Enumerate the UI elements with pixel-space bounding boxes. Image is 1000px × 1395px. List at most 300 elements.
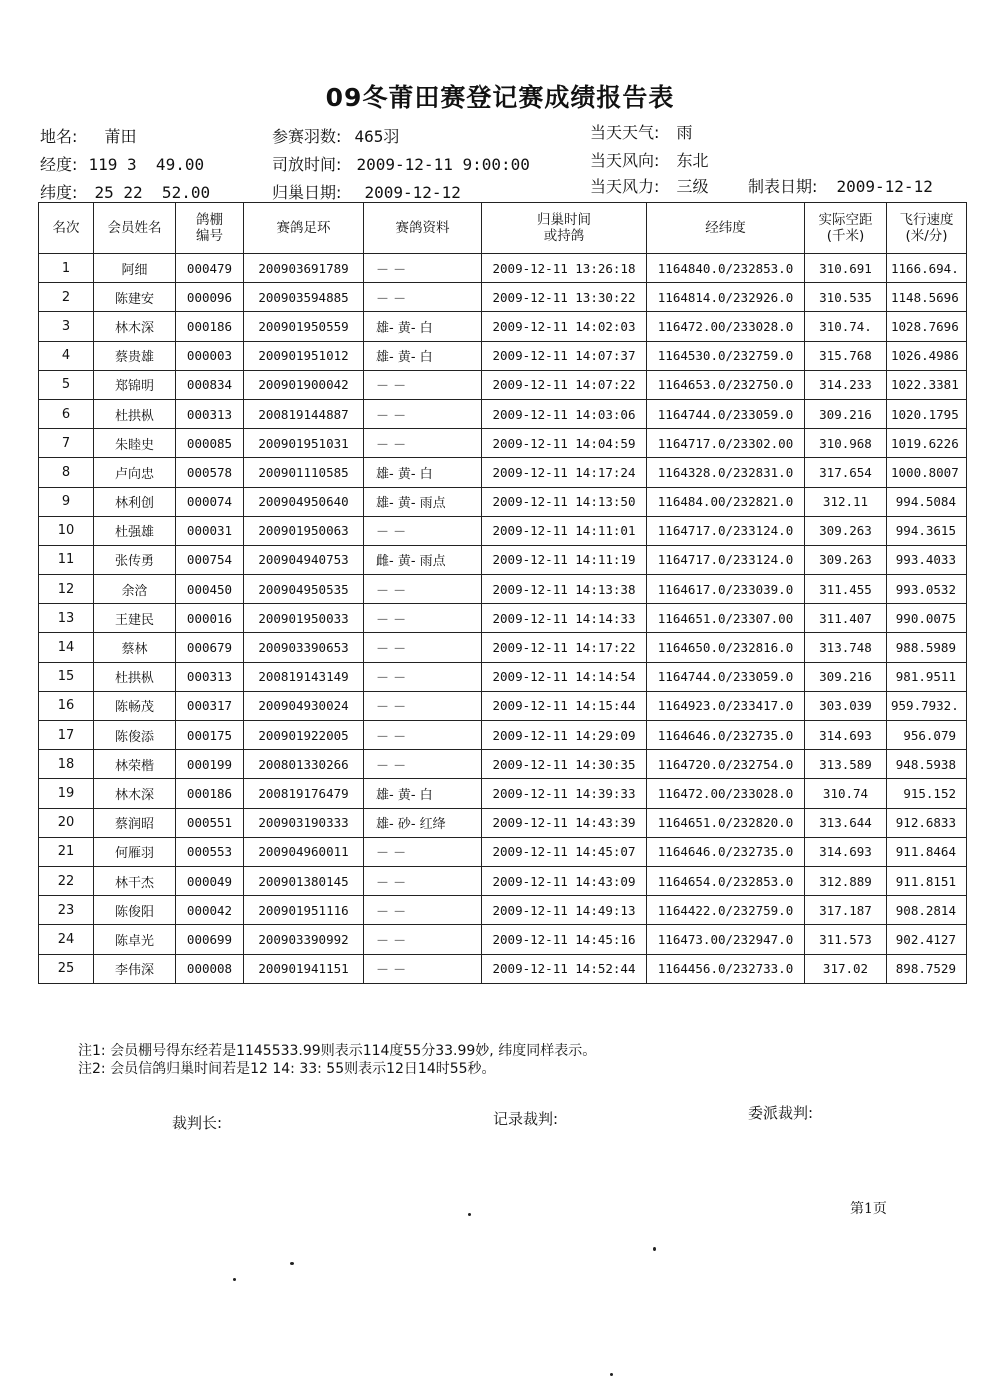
arrival-time-cell: 2009-12-11 13:30:22 — [482, 283, 647, 312]
pigeon-info-cell: － － — [364, 721, 482, 750]
loft-number-cell: 000313 — [176, 399, 244, 428]
lon-row — [40, 152, 204, 175]
distance-cell: 313.748 — [805, 633, 887, 662]
col-arrival: 归巢时间 或持鸽 — [482, 203, 647, 254]
col-speed: 飞行速度 (米/分) — [887, 203, 967, 254]
ring-number-cell: 200903390653 — [244, 633, 364, 662]
table-row — [39, 866, 967, 895]
weather-label: 当天天气: — [590, 123, 660, 142]
speed-cell: 948.5938 — [887, 750, 967, 779]
scan-speck — [610, 1373, 613, 1376]
col-info: 赛鸽资料 — [364, 203, 482, 254]
ring-number-cell: 200903691789 — [244, 254, 364, 283]
return-value: 2009-12-12 — [364, 183, 461, 202]
coordinates-cell: 1164650.0/232816.0 — [647, 633, 805, 662]
table-body — [39, 254, 967, 984]
count-value: 465羽 — [354, 127, 400, 146]
speed-cell: 959.7932. — [887, 691, 967, 720]
arrival-time-cell: 2009-12-11 14:13:50 — [482, 487, 647, 516]
member-name-cell: 陈建安 — [94, 283, 176, 312]
arrival-time-cell: 2009-12-11 14:15:44 — [482, 691, 647, 720]
table-row — [39, 925, 967, 954]
arrival-time-cell: 2009-12-11 14:07:22 — [482, 370, 647, 399]
member-name-cell: 陈俊添 — [94, 721, 176, 750]
speed-cell: 1000.8007 — [887, 458, 967, 487]
table-row — [39, 779, 967, 808]
rank-cell: 15 — [39, 662, 94, 691]
coordinates-cell: 1164923.0/233417.0 — [647, 691, 805, 720]
coordinates-cell: 1164646.0/232735.0 — [647, 837, 805, 866]
rank-cell: 6 — [39, 399, 94, 428]
speed-cell: 990.0075 — [887, 604, 967, 633]
arrival-time-cell: 2009-12-11 14:11:19 — [482, 545, 647, 574]
col-coords: 经纬度 — [647, 203, 805, 254]
rank-cell: 9 — [39, 487, 94, 516]
ring-number-cell: 200901922005 — [244, 721, 364, 750]
table-row — [39, 429, 967, 458]
table-row — [39, 458, 967, 487]
pigeon-info-cell: － － — [364, 750, 482, 779]
member-name-cell: 卢向忠 — [94, 458, 176, 487]
arrival-time-cell: 2009-12-11 14:17:24 — [482, 458, 647, 487]
distance-cell: 317.02 — [805, 954, 887, 983]
coordinates-cell: 1164530.0/232759.0 — [647, 341, 805, 370]
pigeon-info-cell: － － — [364, 866, 482, 895]
scan-speck — [653, 1247, 656, 1251]
recorder-judge-label: 记录裁判: — [493, 1110, 559, 1128]
distance-cell: 310.968 — [805, 429, 887, 458]
ring-number-cell: 200904950535 — [244, 575, 364, 604]
assigned-judge-label: 委派裁判: — [748, 1104, 814, 1122]
arrival-time-cell: 2009-12-11 14:52:44 — [482, 954, 647, 983]
weather-value: 雨 — [676, 123, 693, 142]
loft-number-cell: 000016 — [176, 604, 244, 633]
loft-number-cell: 000313 — [176, 662, 244, 691]
speed-cell: 1026.4986 — [887, 341, 967, 370]
arrival-time-cell: 2009-12-11 14:45:07 — [482, 837, 647, 866]
return-label: 归巢日期: — [272, 183, 342, 202]
rank-cell: 7 — [39, 429, 94, 458]
member-name-cell: 林木深 — [94, 779, 176, 808]
rank-cell: 23 — [39, 896, 94, 925]
table-row — [39, 721, 967, 750]
ring-number-cell: 200904960011 — [244, 837, 364, 866]
arrival-time-cell: 2009-12-11 14:07:37 — [482, 341, 647, 370]
ring-number-cell: 200903390992 — [244, 925, 364, 954]
coordinates-cell: 1164744.0/233059.0 — [647, 662, 805, 691]
pigeon-info-cell: － － — [364, 370, 482, 399]
distance-cell: 310.691 — [805, 254, 887, 283]
member-name-cell: 杜拱枞 — [94, 399, 176, 428]
member-name-cell: 蔡贵雄 — [94, 341, 176, 370]
coordinates-cell: 1164717.0/23302.00 — [647, 429, 805, 458]
table-row — [39, 808, 967, 837]
arrival-time-cell: 2009-12-11 14:11:01 — [482, 516, 647, 545]
pigeon-info-cell: － － — [364, 604, 482, 633]
pigeon-info-cell: － － — [364, 691, 482, 720]
wind-force-label: 当天风力: — [590, 177, 660, 196]
wind-force-value: 三级 — [676, 177, 709, 196]
coordinates-cell: 1164422.0/232759.0 — [647, 896, 805, 925]
loft-number-cell: 000186 — [176, 312, 244, 341]
loft-number-cell: 000074 — [176, 487, 244, 516]
distance-cell: 311.455 — [805, 575, 887, 604]
table-row — [39, 487, 967, 516]
lat-row — [40, 180, 210, 203]
speed-cell: 902.4127 — [887, 925, 967, 954]
loft-number-cell: 000578 — [176, 458, 244, 487]
coordinates-cell: 116484.00/232821.0 — [647, 487, 805, 516]
member-name-cell: 李伟深 — [94, 954, 176, 983]
coordinates-cell: 1164328.0/232831.0 — [647, 458, 805, 487]
pigeon-info-cell: － － — [364, 429, 482, 458]
coordinates-cell: 1164717.0/233124.0 — [647, 545, 805, 574]
lon-value: 119 3 49.00 — [88, 155, 205, 174]
rank-cell: 24 — [39, 925, 94, 954]
pigeon-info-cell: － － — [364, 954, 482, 983]
distance-cell: 310.535 — [805, 283, 887, 312]
ring-number-cell: 200819176479 — [244, 779, 364, 808]
ring-number-cell: 200901950033 — [244, 604, 364, 633]
loft-number-cell: 000450 — [176, 575, 244, 604]
coordinates-cell: 1164617.0/233039.0 — [647, 575, 805, 604]
loft-number-cell: 000551 — [176, 808, 244, 837]
member-name-cell: 张传勇 — [94, 545, 176, 574]
table-row — [39, 341, 967, 370]
rank-cell: 20 — [39, 808, 94, 837]
speed-cell: 1020.1795 — [887, 399, 967, 428]
pigeon-info-cell: － － — [364, 283, 482, 312]
loft-number-cell: 000754 — [176, 545, 244, 574]
loft-number-cell: 000479 — [176, 254, 244, 283]
loft-number-cell: 000085 — [176, 429, 244, 458]
distance-cell: 310.74. — [805, 312, 887, 341]
coordinates-cell: 1164720.0/232754.0 — [647, 750, 805, 779]
rank-cell: 16 — [39, 691, 94, 720]
distance-cell: 312.889 — [805, 866, 887, 895]
arrival-time-cell: 2009-12-11 14:43:09 — [482, 866, 647, 895]
wind-dir-row — [590, 148, 709, 171]
pigeon-info-cell: － － — [364, 516, 482, 545]
distance-cell: 317.187 — [805, 896, 887, 925]
table-row — [39, 750, 967, 779]
coordinates-cell: 1164717.0/233124.0 — [647, 516, 805, 545]
member-name-cell: 陈俊阳 — [94, 896, 176, 925]
rank-cell: 3 — [39, 312, 94, 341]
member-name-cell: 蔡润昭 — [94, 808, 176, 837]
coordinates-cell: 1164654.0/232853.0 — [647, 866, 805, 895]
chief-judge-label: 裁判长: — [172, 1114, 223, 1132]
ring-number-cell: 200901941151 — [244, 954, 364, 983]
loft-number-cell: 000042 — [176, 896, 244, 925]
rank-cell: 17 — [39, 721, 94, 750]
table-row — [39, 662, 967, 691]
speed-cell: 915.152 — [887, 779, 967, 808]
col-ring: 赛鸽足环 — [244, 203, 364, 254]
loft-number-cell: 000096 — [176, 283, 244, 312]
distance-cell: 314.233 — [805, 370, 887, 399]
ring-number-cell: 200901900042 — [244, 370, 364, 399]
made-date-value: 2009-12-12 — [836, 177, 933, 196]
wind-dir-label: 当天风向: — [590, 151, 660, 170]
report-title: 09冬莆田赛登记赛成绩报告表 — [325, 83, 675, 112]
speed-cell: 988.5989 — [887, 633, 967, 662]
scan-speck — [233, 1278, 236, 1281]
loft-number-cell: 000031 — [176, 516, 244, 545]
rank-cell: 14 — [39, 633, 94, 662]
speed-cell: 1028.7696 — [887, 312, 967, 341]
loft-number-cell: 000553 — [176, 837, 244, 866]
rank-cell: 10 — [39, 516, 94, 545]
rank-cell: 11 — [39, 545, 94, 574]
loft-number-cell: 000199 — [176, 750, 244, 779]
return-row — [272, 180, 461, 203]
arrival-time-cell: 2009-12-11 14:30:35 — [482, 750, 647, 779]
member-name-cell: 陈卓光 — [94, 925, 176, 954]
wind-force-row — [590, 174, 709, 197]
ring-number-cell: 200901951031 — [244, 429, 364, 458]
table-row — [39, 604, 967, 633]
speed-cell: 912.6833 — [887, 808, 967, 837]
coordinates-cell: 1164646.0/232735.0 — [647, 721, 805, 750]
arrival-time-cell: 2009-12-11 13:26:18 — [482, 254, 647, 283]
pigeon-info-cell: 雄- 黄- 白 — [364, 458, 482, 487]
table-row — [39, 254, 967, 283]
release-label: 司放时间: — [272, 155, 342, 174]
table-row — [39, 370, 967, 399]
note-1: 注1: 会员棚号得东经若是1145533.99则表示114度55分33.99妙, 纬度同样表示。 — [78, 1043, 597, 1059]
member-name-cell: 余浛 — [94, 575, 176, 604]
member-name-cell: 阿细 — [94, 254, 176, 283]
col-loft: 鸽棚 编号 — [176, 203, 244, 254]
coordinates-cell: 116472.00/233028.0 — [647, 779, 805, 808]
pigeon-info-cell: － － — [364, 399, 482, 428]
speed-cell: 981.9511 — [887, 662, 967, 691]
count-row — [272, 124, 399, 147]
distance-cell: 317.654 — [805, 458, 887, 487]
table-row — [39, 312, 967, 341]
loft-number-cell: 000008 — [176, 954, 244, 983]
distance-cell: 313.644 — [805, 808, 887, 837]
arrival-time-cell: 2009-12-11 14:49:13 — [482, 896, 647, 925]
place-label: 地名: — [40, 127, 78, 146]
coordinates-cell: 1164653.0/232750.0 — [647, 370, 805, 399]
table-row — [39, 545, 967, 574]
arrival-time-cell: 2009-12-11 14:39:33 — [482, 779, 647, 808]
pigeon-info-cell: 雄- 黄- 雨点 — [364, 487, 482, 516]
rank-cell: 22 — [39, 866, 94, 895]
distance-cell: 312.11 — [805, 487, 887, 516]
rank-cell: 21 — [39, 837, 94, 866]
arrival-time-cell: 2009-12-11 14:29:09 — [482, 721, 647, 750]
table-row — [39, 954, 967, 983]
distance-cell: 309.216 — [805, 399, 887, 428]
table-row — [39, 633, 967, 662]
ring-number-cell: 200819144887 — [244, 399, 364, 428]
release-value: 2009-12-11 9:00:00 — [356, 155, 530, 174]
arrival-time-cell: 2009-12-11 14:45:16 — [482, 925, 647, 954]
pigeon-info-cell: － － — [364, 837, 482, 866]
pigeon-info-cell: － － — [364, 896, 482, 925]
ring-number-cell: 200904930024 — [244, 691, 364, 720]
col-rank: 名次 — [39, 203, 94, 254]
pigeon-info-cell: 雄- 黄- 白 — [364, 312, 482, 341]
loft-number-cell: 000186 — [176, 779, 244, 808]
table-row — [39, 575, 967, 604]
table-row — [39, 399, 967, 428]
member-name-cell: 林利创 — [94, 487, 176, 516]
coordinates-cell: 116473.00/232947.0 — [647, 925, 805, 954]
arrival-time-cell: 2009-12-11 14:14:33 — [482, 604, 647, 633]
coordinates-cell: 1164744.0/233059.0 — [647, 399, 805, 428]
ring-number-cell: 200901950063 — [244, 516, 364, 545]
member-name-cell: 林荣楷 — [94, 750, 176, 779]
speed-cell: 908.2814 — [887, 896, 967, 925]
results-table — [38, 202, 967, 984]
member-name-cell: 何雁羽 — [94, 837, 176, 866]
note-2: 注2: 会员信鸽归巢时间若是12 14: 33: 55则表示12日14时55秒。 — [78, 1061, 496, 1077]
table-row — [39, 283, 967, 312]
distance-cell: 303.039 — [805, 691, 887, 720]
distance-cell: 310.74 — [805, 779, 887, 808]
page-number: 第1页 — [850, 1201, 887, 1217]
arrival-time-cell: 2009-12-11 14:17:22 — [482, 633, 647, 662]
table-row — [39, 896, 967, 925]
pigeon-info-cell: － － — [364, 925, 482, 954]
col-distance: 实际空距 (千米) — [805, 203, 887, 254]
member-name-cell: 林干杰 — [94, 866, 176, 895]
coordinates-cell: 1164840.0/232853.0 — [647, 254, 805, 283]
member-name-cell: 陈畅茂 — [94, 691, 176, 720]
table-row — [39, 691, 967, 720]
pigeon-info-cell: 雄- 黄- 白 — [364, 341, 482, 370]
speed-cell: 956.079 — [887, 721, 967, 750]
distance-cell: 313.589 — [805, 750, 887, 779]
distance-cell: 311.407 — [805, 604, 887, 633]
speed-cell: 993.4033 — [887, 545, 967, 574]
distance-cell: 315.768 — [805, 341, 887, 370]
loft-number-cell: 000317 — [176, 691, 244, 720]
speed-cell: 1166.694. — [887, 254, 967, 283]
table-row — [39, 516, 967, 545]
pigeon-info-cell: 雌- 黄- 雨点 — [364, 545, 482, 574]
speed-cell: 994.5084 — [887, 487, 967, 516]
pigeon-info-cell: － － — [364, 254, 482, 283]
lat-value: 25 22 52.00 — [94, 183, 211, 202]
wind-dir-value: 东北 — [676, 151, 709, 170]
speed-cell: 993.0532 — [887, 575, 967, 604]
loft-number-cell: 000175 — [176, 721, 244, 750]
rank-cell: 8 — [39, 458, 94, 487]
scan-speck — [290, 1262, 294, 1265]
arrival-time-cell: 2009-12-11 14:43:39 — [482, 808, 647, 837]
weather-row — [590, 120, 693, 143]
distance-cell: 309.216 — [805, 662, 887, 691]
coordinates-cell: 116472.00/233028.0 — [647, 312, 805, 341]
made-date-row — [748, 174, 933, 197]
member-name-cell: 王建民 — [94, 604, 176, 633]
ring-number-cell: 200901110585 — [244, 458, 364, 487]
rank-cell: 4 — [39, 341, 94, 370]
ring-number-cell: 200901950559 — [244, 312, 364, 341]
ring-number-cell: 200901380145 — [244, 866, 364, 895]
loft-number-cell: 000834 — [176, 370, 244, 399]
col-member: 会员姓名 — [94, 203, 176, 254]
coordinates-cell: 1164651.0/232820.0 — [647, 808, 805, 837]
pigeon-info-cell: 雄- 砂- 红绛 — [364, 808, 482, 837]
scan-speck — [468, 1213, 471, 1216]
pigeon-info-cell: － － — [364, 633, 482, 662]
rank-cell: 1 — [39, 254, 94, 283]
ring-number-cell: 200901951116 — [244, 896, 364, 925]
ring-number-cell: 200904940753 — [244, 545, 364, 574]
distance-cell: 309.263 — [805, 545, 887, 574]
speed-cell: 994.3615 — [887, 516, 967, 545]
loft-number-cell: 000699 — [176, 925, 244, 954]
coordinates-cell: 1164814.0/232926.0 — [647, 283, 805, 312]
pigeon-info-cell: － － — [364, 575, 482, 604]
pigeon-info-cell: 雄- 黄- 白 — [364, 779, 482, 808]
ring-number-cell: 200904950640 — [244, 487, 364, 516]
rank-cell: 19 — [39, 779, 94, 808]
distance-cell: 314.693 — [805, 837, 887, 866]
speed-cell: 911.8464 — [887, 837, 967, 866]
rank-cell: 18 — [39, 750, 94, 779]
rank-cell: 12 — [39, 575, 94, 604]
ring-number-cell: 200801330266 — [244, 750, 364, 779]
arrival-time-cell: 2009-12-11 14:04:59 — [482, 429, 647, 458]
distance-cell: 311.573 — [805, 925, 887, 954]
ring-number-cell: 200903190333 — [244, 808, 364, 837]
rank-cell: 13 — [39, 604, 94, 633]
speed-cell: 911.8151 — [887, 866, 967, 895]
coordinates-cell: 1164456.0/232733.0 — [647, 954, 805, 983]
made-date-label: 制表日期: — [748, 177, 818, 196]
lon-label: 经度: — [40, 155, 78, 174]
arrival-time-cell: 2009-12-11 14:13:38 — [482, 575, 647, 604]
count-label: 参赛羽数: — [272, 127, 342, 146]
table-row — [39, 837, 967, 866]
loft-number-cell: 000003 — [176, 341, 244, 370]
arrival-time-cell: 2009-12-11 14:14:54 — [482, 662, 647, 691]
rank-cell: 2 — [39, 283, 94, 312]
rank-cell: 5 — [39, 370, 94, 399]
member-name-cell: 杜强雄 — [94, 516, 176, 545]
distance-cell: 314.693 — [805, 721, 887, 750]
coordinates-cell: 1164651.0/23307.00 — [647, 604, 805, 633]
speed-cell: 1148.5696 — [887, 283, 967, 312]
pigeon-info-cell: － － — [364, 662, 482, 691]
release-row — [272, 152, 530, 175]
member-name-cell: 杜拱枞 — [94, 662, 176, 691]
speed-cell: 1019.6226 — [887, 429, 967, 458]
arrival-time-cell: 2009-12-11 14:03:06 — [482, 399, 647, 428]
place-row — [40, 124, 137, 147]
rank-cell: 25 — [39, 954, 94, 983]
member-name-cell: 郑锦明 — [94, 370, 176, 399]
speed-cell: 898.7529 — [887, 954, 967, 983]
table-header-row — [39, 203, 967, 254]
ring-number-cell: 200901951012 — [244, 341, 364, 370]
loft-number-cell: 000679 — [176, 633, 244, 662]
arrival-time-cell: 2009-12-11 14:02:03 — [482, 312, 647, 341]
speed-cell: 1022.3381 — [887, 370, 967, 399]
member-name-cell: 蔡林 — [94, 633, 176, 662]
lat-label: 纬度: — [40, 183, 78, 202]
distance-cell: 309.263 — [805, 516, 887, 545]
member-name-cell: 林木深 — [94, 312, 176, 341]
loft-number-cell: 000049 — [176, 866, 244, 895]
